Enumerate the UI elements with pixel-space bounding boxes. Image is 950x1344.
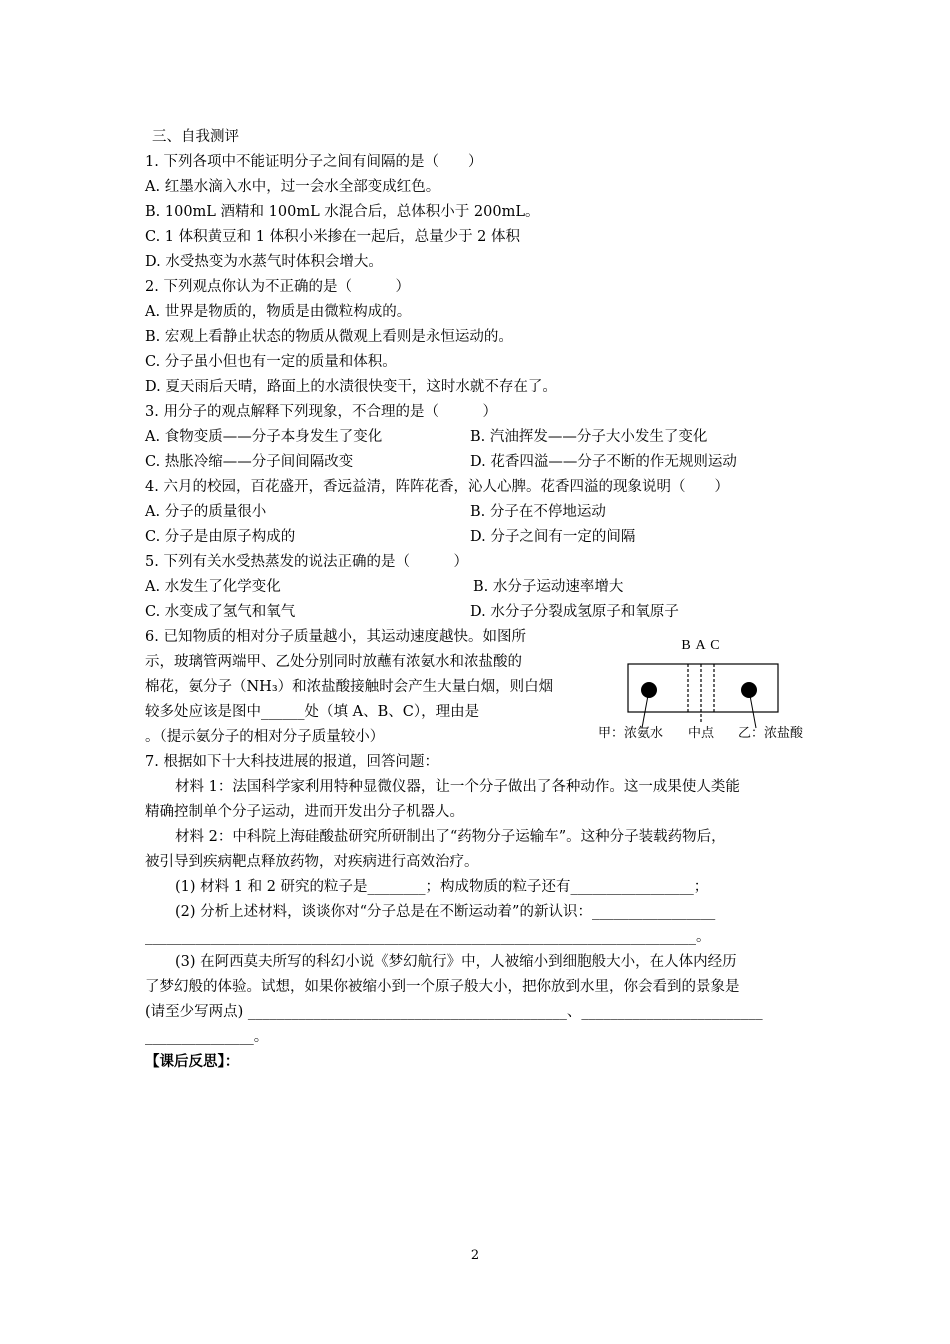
tube-position-labels: B A C	[681, 638, 721, 653]
q5-option-a: A. 水发生了化学变化	[145, 579, 281, 595]
q3-option-a: A. 食物变质——分子本身发生了变化	[145, 429, 383, 445]
q1-stem: 1. 下列各项中不能证明分子之间有间隔的是（ ）	[145, 154, 483, 170]
q4-option-c: C. 分子是由原子构成的	[145, 529, 296, 545]
page-number: 2	[470, 1248, 480, 1263]
q5-option-c: C. 水变成了氢气和氧气	[145, 604, 296, 620]
q7-material-2b: 被引导到疾病靶点释放药物，对疾病进行高效治疗。	[145, 854, 479, 870]
label-hcl: 乙：浓盐酸	[738, 726, 804, 741]
q2-option-b: B. 宏观上看静止状态的物质从微观上看则是永恒运动的。	[145, 329, 513, 345]
q3-option-d: D. 花香四溢——分子不断的作无规则运动	[470, 454, 737, 470]
q4-option-a: A. 分子的质量很小	[145, 504, 267, 520]
q1-option-a: A. 红墨水滴入水中，过一会水全部变成红色。	[145, 179, 441, 195]
q6-line-4: 较多处应该是图中______处（填 A、B、C），理由是	[145, 704, 480, 720]
label-ammonia: 甲：浓氨水	[598, 726, 664, 741]
q2-option-a: A. 世界是物质的，物质是由微粒构成的。	[145, 304, 412, 320]
q7-part-2-answer-line: ____________________________________________________________________________。	[145, 929, 711, 945]
q1-option-d: D. 水受热变为水蒸气时体积会增大。	[145, 254, 383, 270]
q7-part-2: (2) 分析上述材料，谈谈你对“分子总是在不断运动着”的新认识：_________________	[175, 904, 716, 920]
q3-stem: 3. 用分子的观点解释下列现象，不合理的是（ ）	[145, 404, 497, 420]
q7-material-1b: 精确控制单个分子运动，进而开发出分子机器人。	[145, 804, 464, 820]
q4-option-b: B. 分子在不停地运动	[470, 504, 606, 520]
q1-option-b: B. 100mL 酒精和 100mL 水混合后，总体积小于 200mL。	[145, 204, 540, 220]
q2-option-d: D. 夏天雨后天晴，路面上的水渍很快变干，这时水就不存在了。	[145, 379, 557, 395]
label-midpoint: 中点	[687, 726, 715, 741]
q4-option-d: D. 分子之间有一定的间隔	[470, 529, 636, 545]
q6-line-1: 6. 已知物质的相对分子质量越小，其运动速度越快。如图所	[145, 629, 526, 645]
q5-stem: 5. 下列有关水受热蒸发的说法正确的是（ ）	[145, 554, 468, 570]
q5-option-b: B. 水分子运动速率增大	[473, 579, 624, 595]
q7-stem: 7. 根据如下十大科技进展的报道，回答问题：	[145, 754, 439, 770]
section-heading: 三、自我测评	[152, 129, 239, 145]
q2-stem: 2. 下列观点你认为不正确的是（ ）	[145, 279, 410, 295]
q3-option-b: B. 汽油挥发——分子大小发生了变化	[470, 429, 708, 445]
q2-option-c: C. 分子虽小但也有一定的质量和体积。	[145, 354, 397, 370]
q5-option-d: D. 水分子分裂成氢原子和氧原子	[470, 604, 679, 620]
q4-stem: 4. 六月的校园，百花盛开，香远益清，阵阵花香，沁人心脾。花香四溢的现象说明（ ）	[145, 479, 729, 495]
glass-tube-diagram	[598, 632, 813, 742]
q7-part-3a: (3) 在阿西莫夫所写的科幻小说《梦幻航行》中，人被缩小到细胞般大小，在人体内经历	[175, 954, 737, 970]
q6-line-3: 棉花，氨分子（NH₃）和浓盐酸接触时会产生大量白烟，则白烟	[145, 679, 554, 695]
q3-option-c: C. 热胀冷缩——分子间间隔改变	[145, 454, 354, 470]
q6-line-5: 。（提示氨分子的相对分子质量较小）	[145, 729, 385, 745]
q7-material-2a: 材料 2：中科院上海硅酸盐研究所研制出了“药物分子运输车”。这种分子装载药物后，	[175, 829, 726, 845]
q7-part-3d: _______________。	[145, 1029, 269, 1045]
q6-line-2: 示，玻璃管两端甲、乙处分别同时放蘸有浓氨水和浓盐酸的	[145, 654, 522, 670]
q7-material-1a: 材料 1：法国科学家利用特种显微仪器，让一个分子做出了各种动作。这一成果使人类能	[175, 779, 740, 795]
q7-part-3c: (请至少写两点) ____________________________________________、_________________________	[145, 1004, 763, 1020]
q7-part-1: (1) 材料 1 和 2 研究的粒子是________；构成物质的粒子还有_________________；	[175, 879, 709, 895]
reflection-heading: 【课后反思】：	[145, 1053, 240, 1070]
q1-option-c: C. 1 体积黄豆和 1 体积小米掺在一起后，总量少于 2 体积	[145, 229, 521, 245]
q7-part-3b: 了梦幻般的体验。试想，如果你被缩小到一个原子般大小，把你放到水里，你会看到的景象是	[145, 979, 740, 995]
